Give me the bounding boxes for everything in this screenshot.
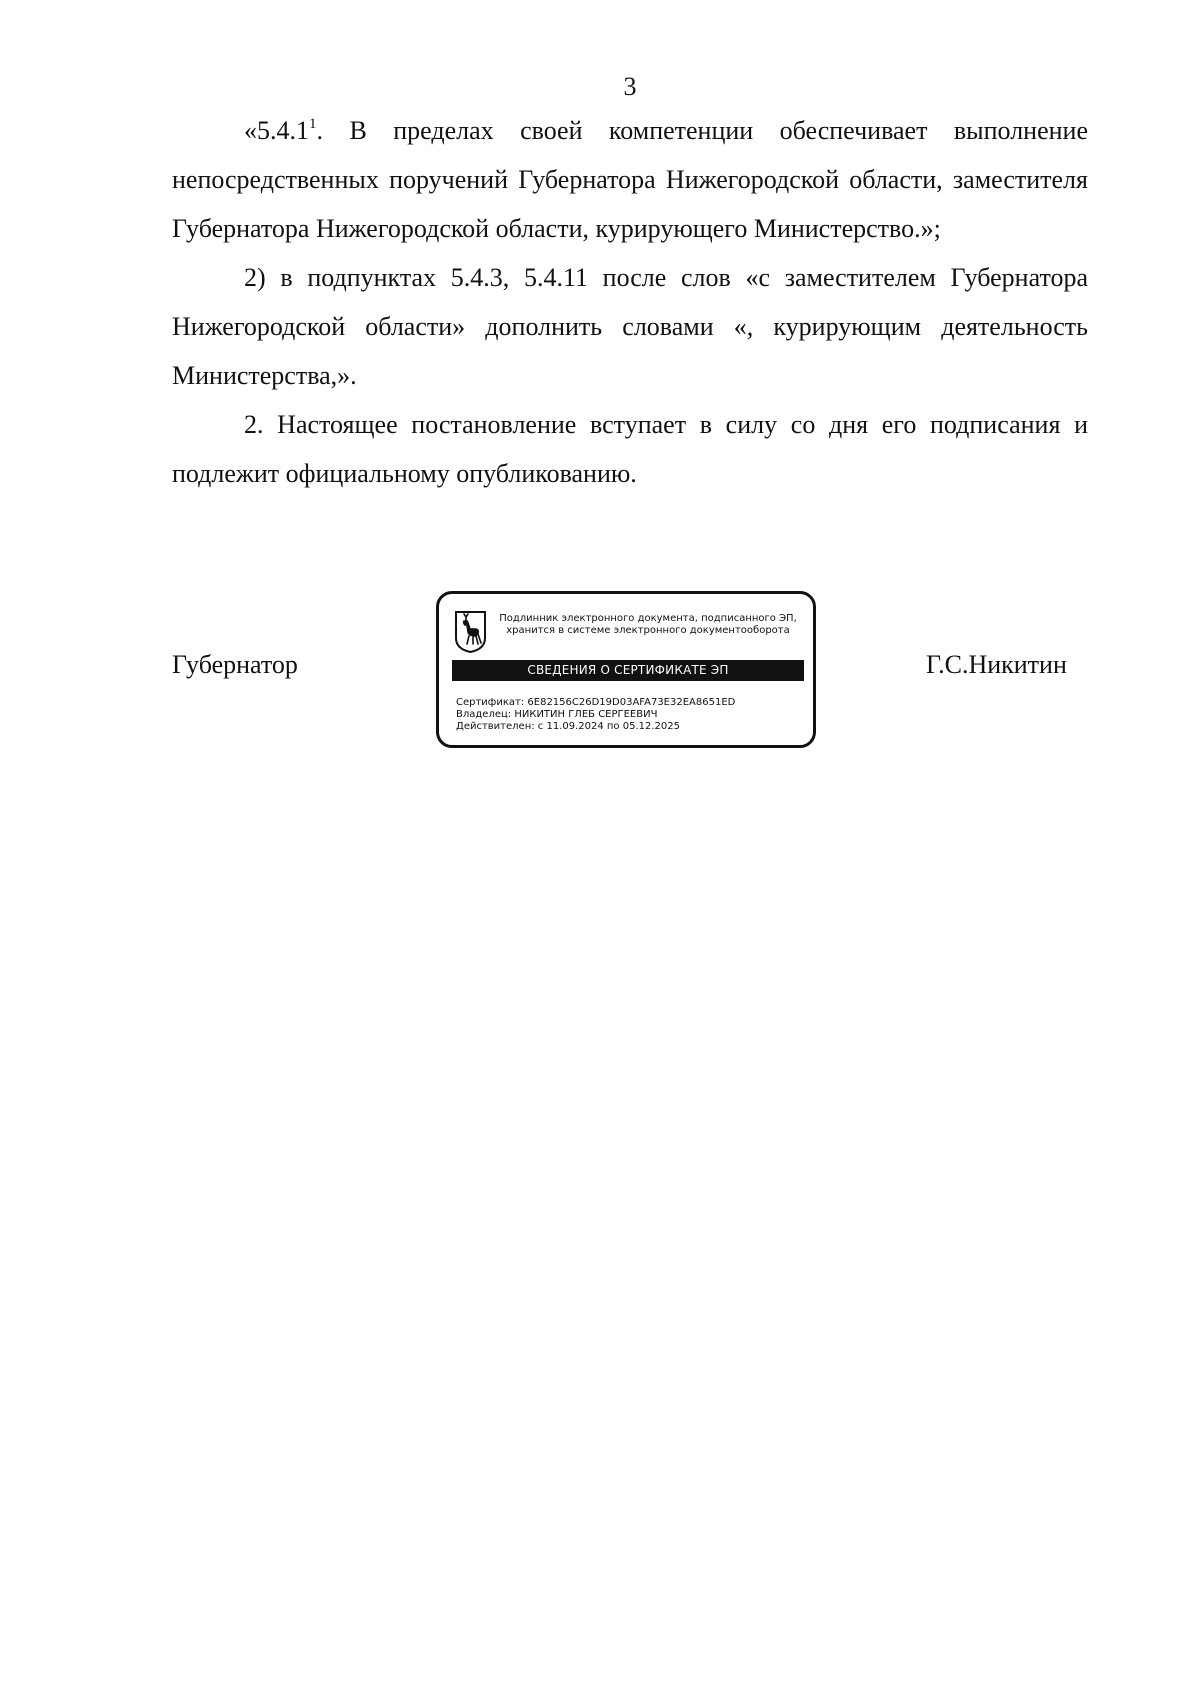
page-number: 3 bbox=[623, 72, 637, 101]
clause-superscript: 1 bbox=[309, 116, 317, 132]
stamp-validity: Действителен: с 11.09.2024 по 05.12.2025 bbox=[456, 721, 680, 732]
signatory-role: Губернатор bbox=[172, 650, 298, 679]
document-body bbox=[172, 106, 1088, 498]
clause-number: «5.4.1 bbox=[244, 116, 309, 145]
paragraph-5-4-1 bbox=[172, 106, 1088, 253]
stamp-header bbox=[489, 613, 807, 637]
stamp-header-line2: хранится в системе электронного документооборота bbox=[506, 625, 790, 636]
deer-coat-of-arms-icon bbox=[454, 610, 487, 653]
stamp-header-line1: Подлинник электронного документа, подписанного ЭП, bbox=[499, 613, 797, 624]
electronic-signature-stamp bbox=[436, 591, 816, 748]
stamp-title-bar: СВЕДЕНИЯ О СЕРТИФИКАТЕ ЭП bbox=[452, 660, 804, 681]
signatory-name: Г.С.Никитин bbox=[926, 650, 1067, 679]
paragraph-amendment-2: 2) в подпунктах 5.4.3, 5.4.11 после слов «с заместителем Губернатора Нижегородской области» дополнить словами «, курирующим деятельность Министерства,». bbox=[172, 263, 1088, 390]
stamp-certificate: Сертификат: 6E82156C26D19D03AFA73E32EA8651ED bbox=[456, 697, 736, 708]
paragraph-entry-into-force: 2. Настоящее постановление вступает в силу со дня его подписания и подлежит официальному опубликованию. bbox=[172, 410, 1088, 488]
stamp-details bbox=[456, 697, 735, 733]
clause-text: . В пределах своей компетенции обеспечивает выполнение непосредственных поручений Губернатора Нижегородской области, заместителя Губернатора Нижегородской области, курирующего Министерство.»; bbox=[172, 116, 1088, 243]
stamp-owner: Владелец: НИКИТИН ГЛЕБ СЕРГЕЕВИЧ bbox=[456, 709, 658, 720]
